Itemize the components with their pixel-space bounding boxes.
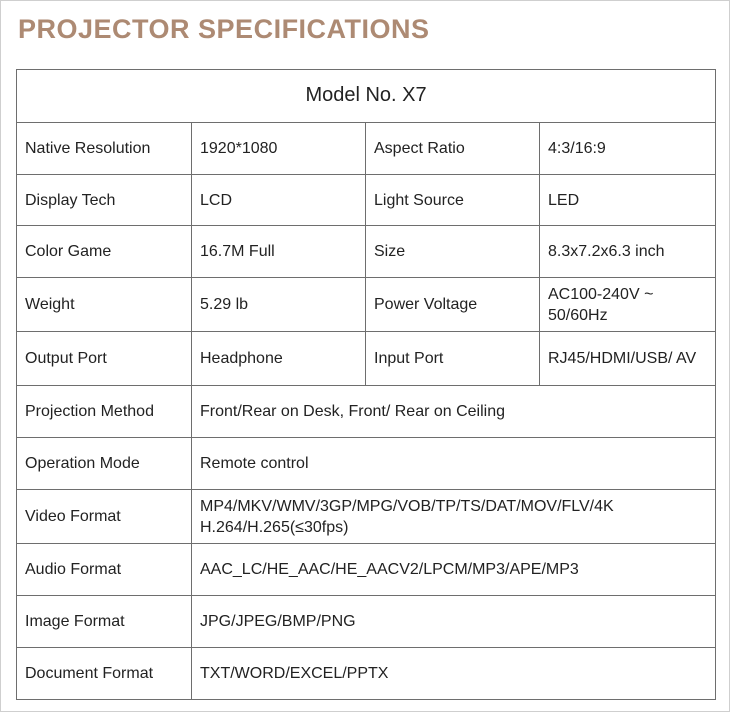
spec-row bbox=[17, 437, 716, 489]
spec-value: Front/Rear on Desk, Front/ Rear on Ceiling bbox=[192, 385, 716, 437]
spec-label: Power Voltage bbox=[366, 278, 540, 332]
spec-label: Aspect Ratio bbox=[366, 122, 540, 174]
page-title: PROJECTOR SPECIFICATIONS bbox=[18, 14, 430, 44]
spec-value: Remote control bbox=[192, 437, 716, 489]
spec-value: RJ45/HDMI/USB/ AV bbox=[540, 332, 716, 386]
spec-value: AC100-240V ~ 50/60Hz bbox=[540, 278, 716, 332]
spec-value: MP4/MKV/WMV/3GP/MPG/VOB/TP/TS/DAT/MOV/FLV/4K H.264/H.265(≤30fps) bbox=[192, 489, 716, 544]
spec-label: Display Tech bbox=[17, 174, 192, 226]
spec-row bbox=[17, 596, 716, 648]
model-row bbox=[17, 70, 716, 123]
spec-value: 4:3/16:9 bbox=[540, 122, 716, 174]
spec-row bbox=[17, 122, 716, 174]
spec-label: Output Port bbox=[17, 332, 192, 386]
spec-row bbox=[17, 226, 716, 278]
spec-label: Image Format bbox=[17, 596, 192, 648]
spec-value: LCD bbox=[192, 174, 366, 226]
spec-row bbox=[17, 174, 716, 226]
spec-value: JPG/JPEG/BMP/PNG bbox=[192, 596, 716, 648]
spec-row bbox=[17, 278, 716, 332]
spec-label: Projection Method bbox=[17, 385, 192, 437]
spec-label: Audio Format bbox=[17, 544, 192, 596]
spec-label: Color Game bbox=[17, 226, 192, 278]
spec-label: Operation Mode bbox=[17, 437, 192, 489]
spec-label: Video Format bbox=[17, 489, 192, 544]
spec-value: 8.3x7.2x6.3 inch bbox=[540, 226, 716, 278]
spec-row bbox=[17, 544, 716, 596]
spec-label: Native Resolution bbox=[17, 122, 192, 174]
spec-value: 1920*1080 bbox=[192, 122, 366, 174]
spec-label: Weight bbox=[17, 278, 192, 332]
spec-label: Document Format bbox=[17, 648, 192, 700]
spec-row bbox=[17, 648, 716, 700]
spec-row bbox=[17, 332, 716, 386]
spec-label: Size bbox=[366, 226, 540, 278]
spec-value: LED bbox=[540, 174, 716, 226]
spec-label: Light Source bbox=[366, 174, 540, 226]
spec-value: Headphone bbox=[192, 332, 366, 386]
spec-table bbox=[16, 69, 716, 700]
spec-value: TXT/WORD/EXCEL/PPTX bbox=[192, 648, 716, 700]
spec-value: AAC_LC/HE_AAC/HE_AACV2/LPCM/MP3/APE/MP3 bbox=[192, 544, 716, 596]
spec-value: 16.7M Full bbox=[192, 226, 366, 278]
spec-row bbox=[17, 385, 716, 437]
spec-value: 5.29 lb bbox=[192, 278, 366, 332]
model-number: Model No. X7 bbox=[17, 70, 716, 123]
spec-row bbox=[17, 489, 716, 544]
spec-label: Input Port bbox=[366, 332, 540, 386]
